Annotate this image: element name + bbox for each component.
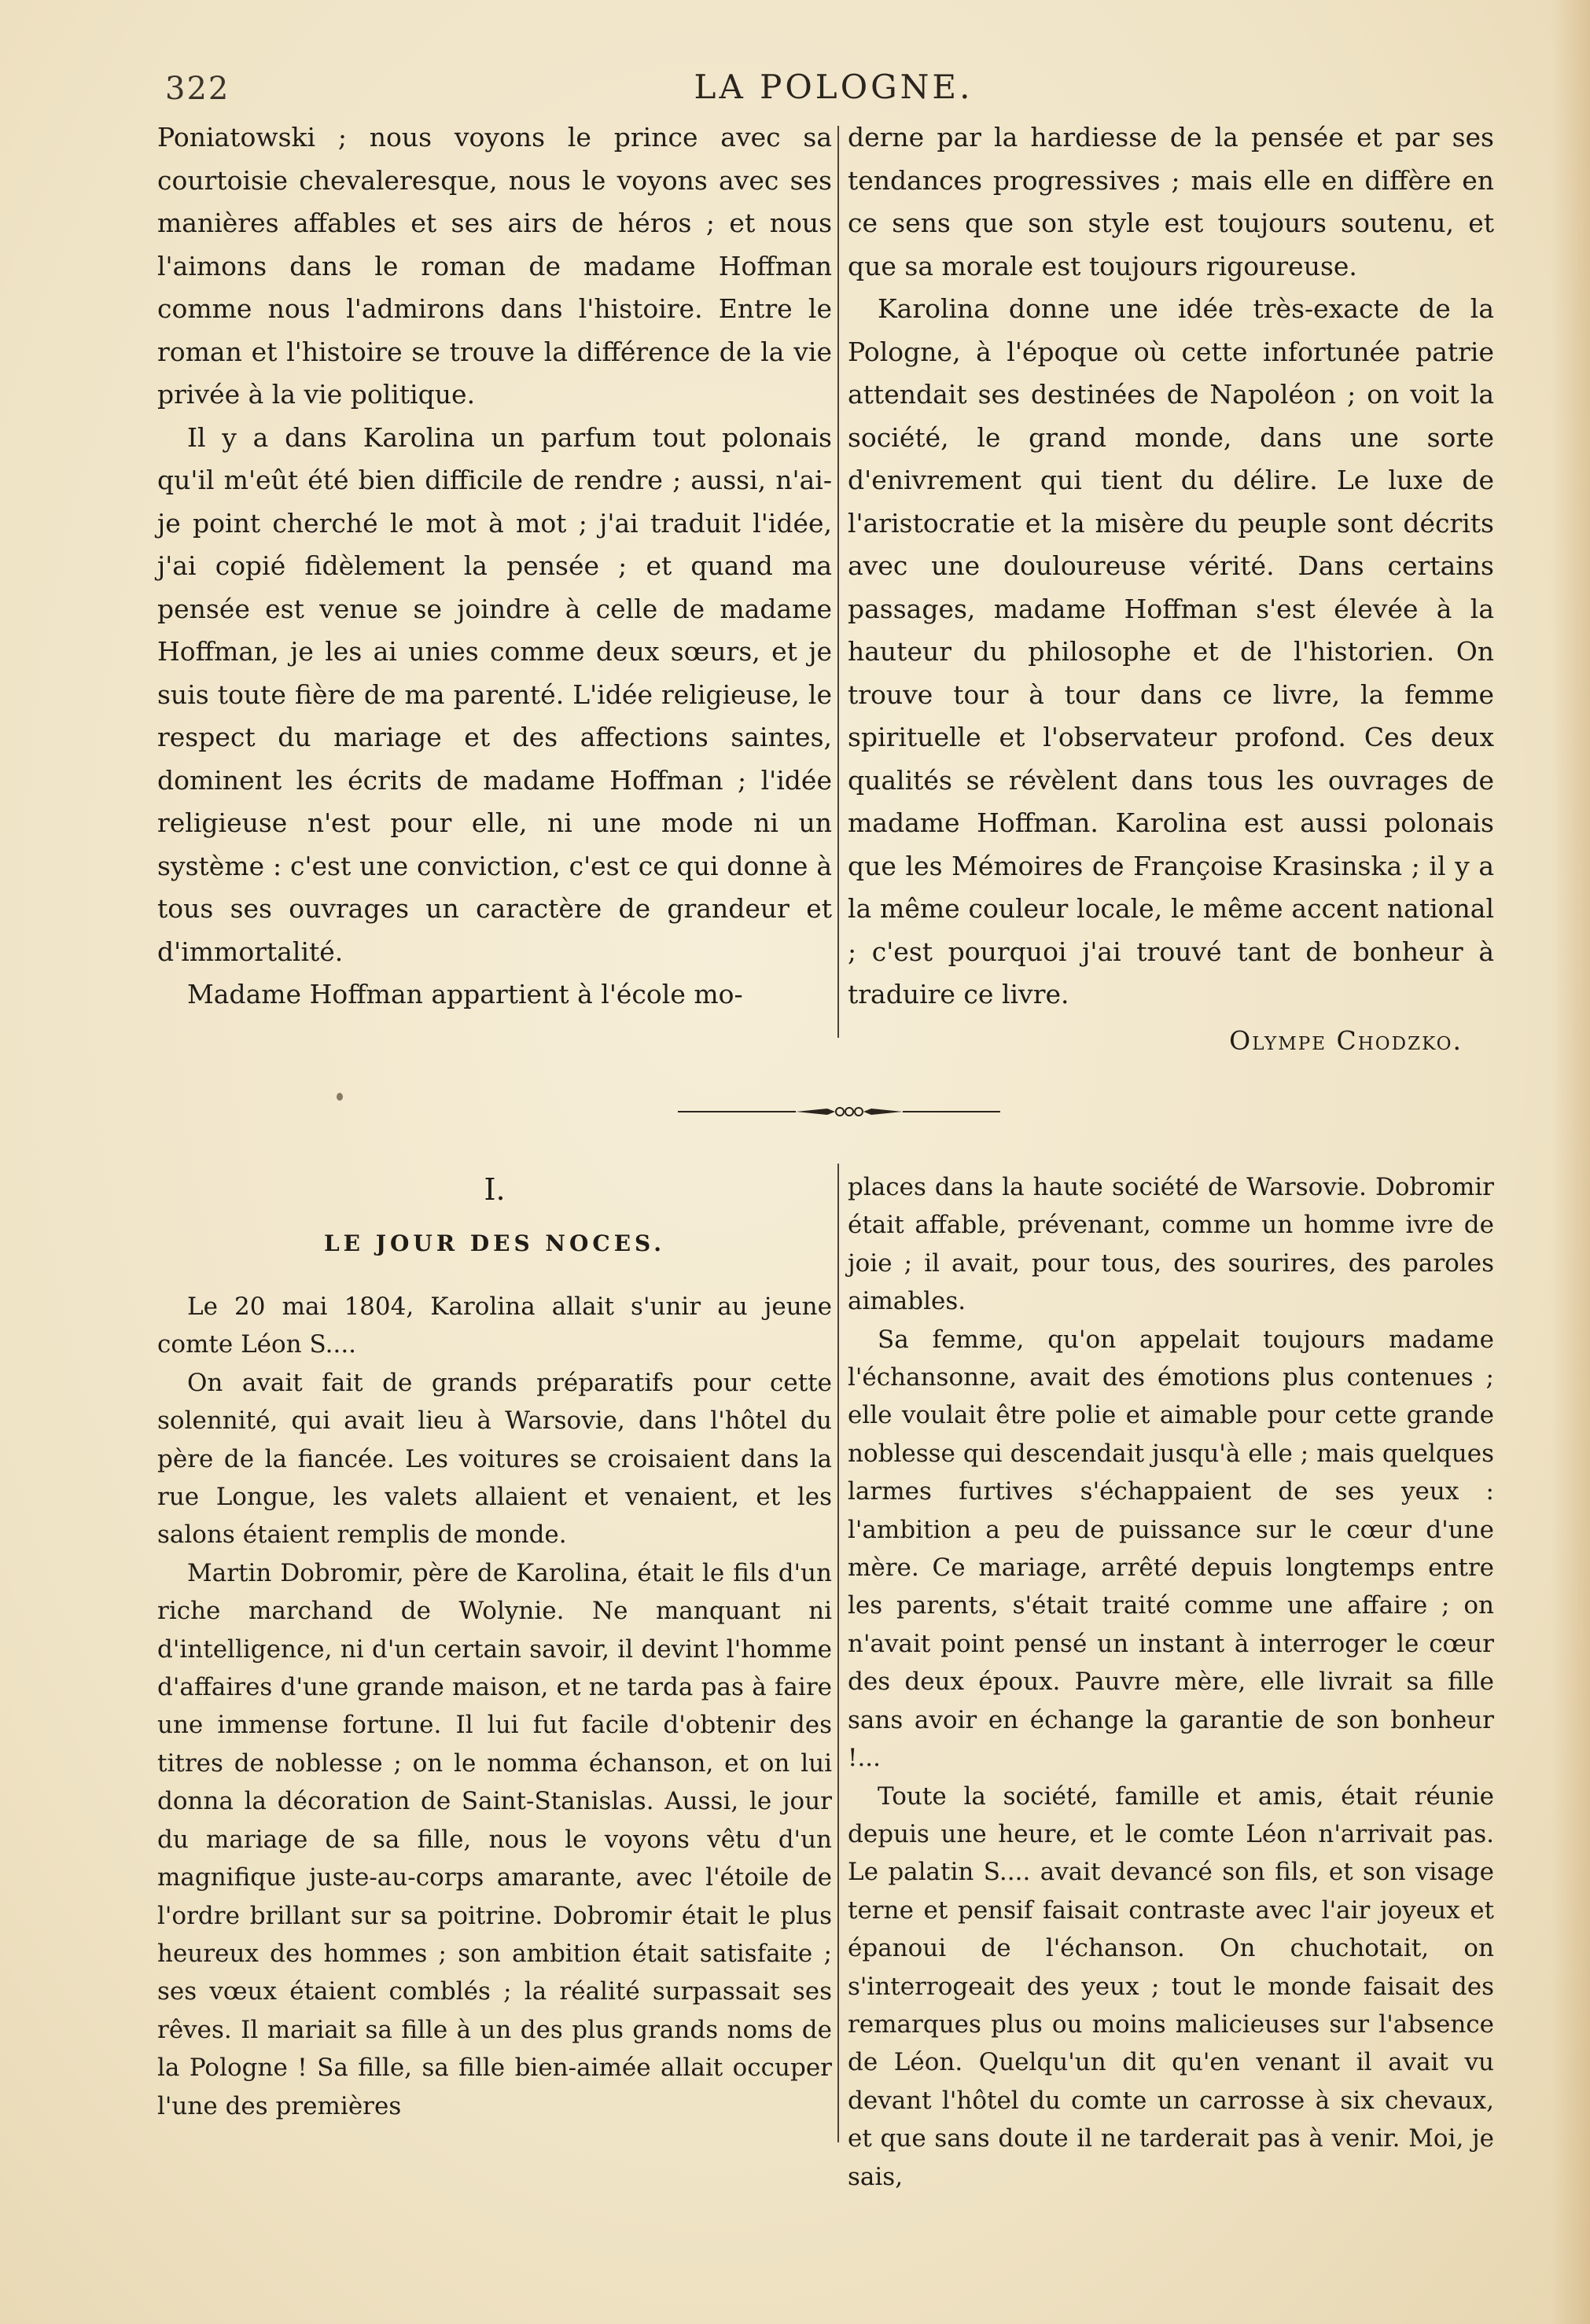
chapter-paragraph: Martin Dobromir, père de Karolina, était le fils d'un riche marchand de Wolynie. Ne manquant ni d'intelligence, ni d'un certain savoir, il devint l'homme d'affaires d'une grande maison, et ne tarda pas à faire une immense fortune. Il lui fut facile d'obtenir des titres de noblesse ; on le nomma échanson, et on lui donna la décoration de Saint-Stanislas. Aussi, le jour du mariage de sa fille, nous le voyons vêtu d'un magnifique juste-au-corps amarante, avec l'étoile de l'ordre brillant sur sa poitrine. Dobromir était le plus heureux des hommes ; son ambition était satisfaite ; ses vœux étaient comblés ; la réalité surpassait ses rêves. Il mariait sa fille à un des plus grands noms de la Pologne ! Sa fille, sa fille bien-aimée allait occuper l'une des premières (157, 1558, 832, 2120)
chapter-paragraph: places dans la haute société de Warsovie. Dobromir était affable, prévenant, comme un homme ivre de joie ; il avait, pour tous, des sourires, des paroles aimables. (848, 1173, 1494, 1316)
chapter-number: I. (484, 1172, 506, 1207)
preface-paragraph: Karolina donne une idée très-exacte de la Pologne, à l'époque où cette infortunée patrie attendait ses destinées de Napoléon ; on voit la société, le grand monde, dans une sorte d'enivrement qui tient du délire. Le luxe de l'aristocratie et la misère du peuple sont décrits avec une douloureuse vérité. Dans certains passages, madame Hoffman s'est élevée à la hauteur du philosophe et de l'historien. On trouve tour à tour dans ce livre, la femme spirituelle et l'observateur profond. Ces deux qualités se révèlent dans tous les ouvrages de madame Hoffman. Karolina est aussi polonais que les Mémoires de Françoise Krasinska ; il y a la même couleur locale, le même accent national ; c'est pourquoi j'ai trouvé tant de bonheur à traduire ce livre. (848, 293, 1494, 1009)
preface-right-column (848, 116, 1494, 1062)
chapter-paragraph: On avait fait de grands préparatifs pour cette solennité, qui avait lieu à Warsovie, dans l'hôtel du père de la fiancée. Les voitures se croisaient dans la rue Longue, les valets allaient et venaient, et les salons étaient remplis de monde. (157, 1368, 832, 1550)
section-divider-ornament (678, 1105, 1000, 1118)
preface-paragraph: derne par la hardiesse de la pensée et par ses tendances progressives ; mais elle en diffère en ce sens que son style est toujours soutenu, et que sa morale est toujours rigoureuse. (848, 122, 1494, 281)
chapter-title: LE JOUR DES NOCES. (323, 1230, 666, 1256)
chapter-right-column (848, 1168, 1494, 2196)
preface-left-column (157, 116, 832, 1017)
running-title: LA POLOGNE. (694, 68, 974, 106)
page-gutter-shadow (1551, 0, 1590, 2324)
preface-paragraph: Poniatowski ; nous voyons le prince avec sa courtoisie chevaleresque, nous le voyons avec ses manières affables et ses airs de héros ; et nous l'aimons dans le roman de madame Hoffman comme nous l'admirons dans l'histoire. Entre le roman et l'histoire se trouve la différence de la vie privée à la vie politique. (157, 122, 832, 410)
author-signature: Olympe Chodzko. (1229, 1024, 1463, 1056)
preface-paragraph: Madame Hoffman appartient à l'école mo- (187, 979, 743, 1009)
preface-paragraph: Il y a dans Karolina un parfum tout polonais qu'il m'eût été bien difficile de rendre ; aussi, n'ai-je point cherché le mot à mot ; j'ai traduit l'idée, j'ai copié fidèlement la pensée ; et quand ma pensée est venue se joindre à celle de madame Hoffman, je les ai unies comme deux sœurs, et je suis toute fière de ma parenté. L'idée religieuse, le respect du mariage et des affections saintes, dominent les écrits de madame Hoffman ; l'idée religieuse n'est pour elle, ni une mode ni un système : c'est une conviction, c'est ce qui donne à tous ses ouvrages un caractère de grandeur et d'immortalité. (157, 421, 832, 967)
chapter-left-column (157, 1168, 832, 2125)
chapter-paragraph: Sa femme, qu'on appelait toujours madame l'échansonne, avait des émotions plus contenues ; elle voulait être polie et aimable pour cette grande noblesse qui descendait jusqu'à elle ; mais quelques larmes furtives s'échappaient de ses yeux : l'ambition a peu de puissance sur le cœur d'une mère. Ce mariage, arrêté depuis longtemps entre les parents, s'était traité comme une affaire ; on n'avait point pensé un instant à interroger le cœur des deux époux. Pauvre mère, elle livrait sa fille sans avoir en échange la garantie de son bonheur !... (848, 1325, 1494, 1773)
page-header (165, 63, 1502, 110)
chapter-paragraph: Toute la société, famille et amis, était réunie depuis une heure, et le comte Léon n'arrivait pas. Le palatin S.... avait devancé son fils, et son visage terne et pensif faisait contraste avec l'air joyeux et épanoui de l'échanson. On chuchotait, on s'interrogeait des yeux ; tout le monde faisait des remarques plus ou moins malicieuses sur l'absence de Léon. Quelqu'un dit qu'en venant il avait vu devant l'hôtel du comte un carrosse à six chevaux, et que sans doute il ne tarderait pas à venir. Moi, je sais, (848, 1782, 1494, 2191)
ink-speck (337, 1093, 343, 1101)
chapter-paragraph: Le 20 mai 1804, Karolina allait s'unir au jeune comte Léon S.... (157, 1293, 832, 1359)
column-rule-top (837, 126, 839, 1038)
column-rule-bottom (837, 1164, 839, 2142)
page-number: 322 (165, 71, 230, 107)
